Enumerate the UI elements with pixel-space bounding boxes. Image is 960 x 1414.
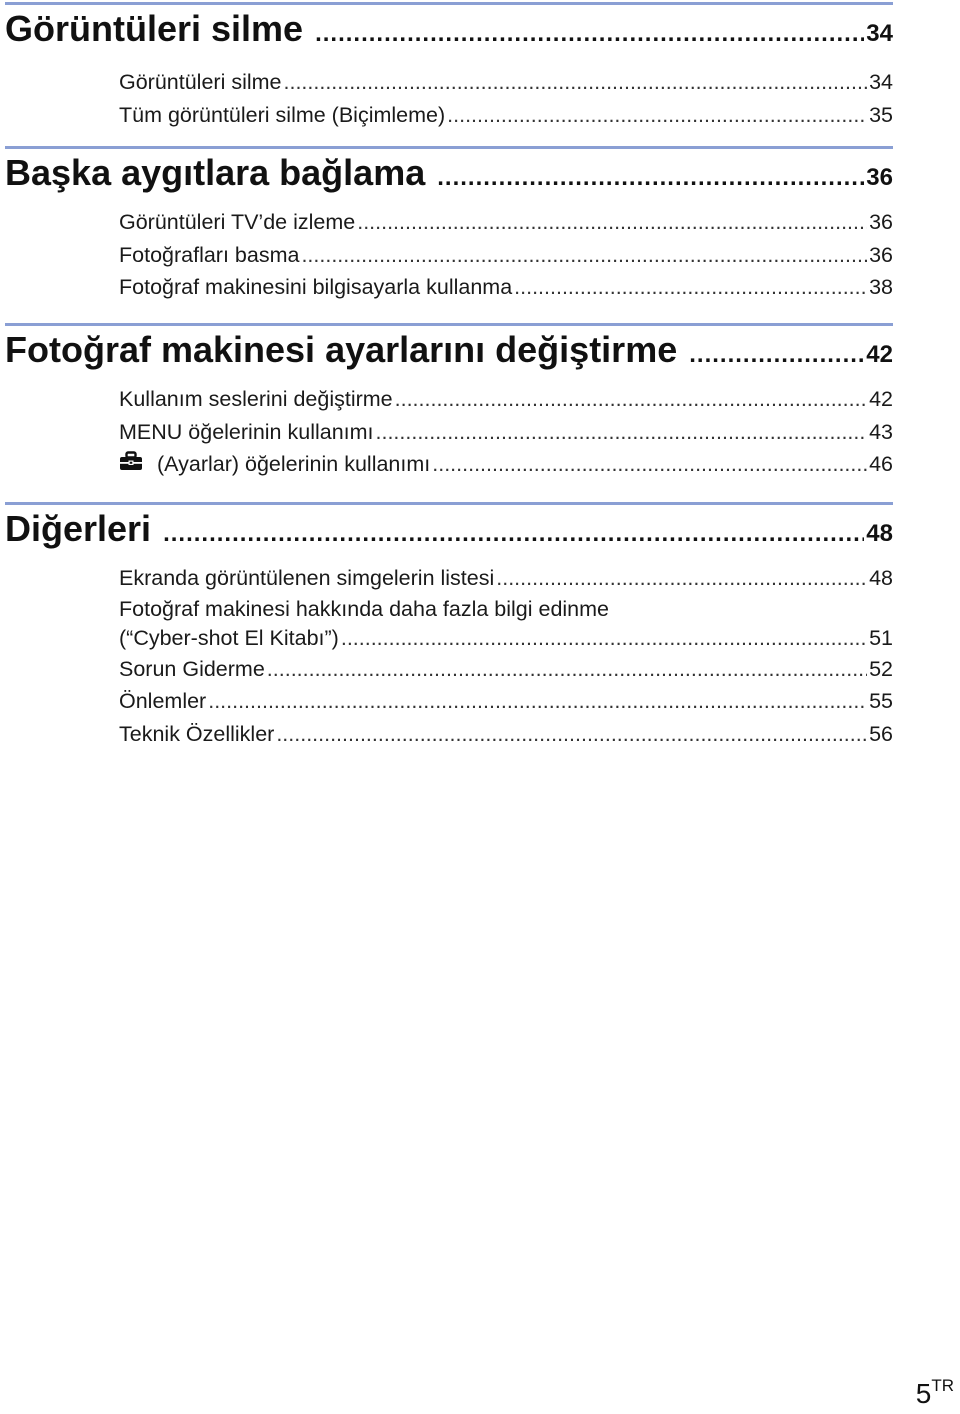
- dot-leader: [267, 653, 867, 686]
- dot-leader: [276, 718, 867, 751]
- section-page: 34: [866, 20, 893, 47]
- entry-label: Tüm görüntüleri silme (Biçimleme): [119, 102, 446, 127]
- dot-leader: [689, 333, 864, 377]
- entry-label: MENU öğelerinin kullanımı: [119, 419, 374, 444]
- dot-leader: [357, 206, 867, 239]
- dot-leader: [284, 66, 868, 99]
- entry-page: 34: [869, 70, 893, 94]
- entry-page: 43: [869, 419, 893, 444]
- page-number-suffix: TR: [931, 1376, 954, 1395]
- section-page: 48: [866, 520, 893, 547]
- section-items: [119, 206, 893, 304]
- entry-label: Görüntüleri silme: [119, 70, 282, 94]
- toc-entry[interactable]: [119, 383, 893, 416]
- dot-leader: [447, 99, 867, 132]
- toc-entry[interactable]: [119, 99, 893, 132]
- toolbox-icon: [119, 448, 143, 468]
- toc-entry[interactable]: [119, 685, 893, 718]
- section-heading[interactable]: [5, 151, 893, 200]
- entry-page: 51: [869, 625, 893, 650]
- toc-entry[interactable]: [119, 595, 893, 653]
- toc-section-camera-settings: [5, 323, 893, 481]
- section-heading[interactable]: [5, 7, 893, 56]
- dot-leader: [341, 623, 867, 653]
- entry-label-line1: Fotoğraf makinesi hakkında daha fazla bilgi edinme: [119, 596, 610, 621]
- section-title: Diğerleri: [5, 508, 152, 549]
- dot-leader: [514, 271, 867, 304]
- dot-leader: [395, 383, 867, 416]
- page-number-value: 5: [915, 1378, 932, 1409]
- section-rule: [5, 2, 893, 5]
- section-rule: [5, 146, 893, 149]
- section-heading[interactable]: [5, 328, 893, 377]
- toc-entry[interactable]: [119, 416, 893, 449]
- section-items: [119, 66, 893, 131]
- entry-label: Kullanım seslerini değiştirme: [119, 387, 393, 411]
- entry-page: 52: [869, 656, 893, 681]
- entry-page: 35: [869, 102, 893, 127]
- section-page: 36: [866, 164, 893, 191]
- section-items: [119, 562, 893, 750]
- dot-leader: [163, 512, 864, 556]
- entry-page: 56: [869, 721, 893, 746]
- entry-label: Fotoğrafları basma: [119, 242, 300, 267]
- entry-page: 46: [869, 452, 893, 476]
- section-rule: [5, 323, 893, 326]
- entry-label: Fotoğraf makinesini bilgisayarla kullanma: [119, 275, 513, 299]
- entry-label: Ekranda görüntülenen simgelerin listesi: [119, 566, 495, 590]
- entry-label: (“Cyber-shot El Kitabı”): [119, 625, 339, 650]
- entry-page: 55: [869, 689, 893, 713]
- toc-entry[interactable]: [119, 206, 893, 239]
- section-heading[interactable]: [5, 507, 893, 556]
- dot-leader: [376, 416, 868, 449]
- dot-leader: [437, 156, 864, 200]
- page-number: [916, 1376, 954, 1410]
- toc-section-deleting-images: [5, 2, 893, 131]
- toc-entry[interactable]: [119, 653, 893, 686]
- entry-label: Teknik Özellikler: [119, 721, 275, 746]
- entry-page: 38: [869, 275, 893, 299]
- toc-entry[interactable]: [119, 562, 893, 595]
- section-title: Başka aygıtlara bağlama: [5, 152, 426, 193]
- entry-label: Sorun Giderme: [119, 656, 265, 681]
- toc-entry[interactable]: [119, 239, 893, 272]
- dot-leader: [432, 448, 867, 481]
- entry-page: 36: [869, 242, 893, 267]
- dot-leader: [496, 562, 867, 595]
- section-title: Görüntüleri silme: [5, 8, 304, 49]
- dot-leader: [315, 12, 864, 56]
- toc-entry[interactable]: [119, 271, 893, 304]
- entry-page: 36: [869, 210, 893, 234]
- section-page: 42: [866, 341, 893, 368]
- dot-leader: [301, 239, 867, 272]
- toc-entry[interactable]: [119, 718, 893, 751]
- entry-line2: [119, 623, 893, 653]
- toc-section-connecting-devices: [5, 146, 893, 304]
- toc-entry[interactable]: [119, 448, 893, 481]
- entry-label: Önlemler: [119, 689, 207, 713]
- entry-label: Görüntüleri TV’de izleme: [119, 210, 356, 234]
- entry-page: 48: [869, 566, 893, 590]
- section-title: Fotoğraf makinesi ayarlarını değiştirme: [5, 329, 678, 370]
- dot-leader: [208, 685, 867, 718]
- entry-page: 42: [869, 387, 893, 411]
- entry-label: (Ayarlar) öğelerinin kullanımı: [157, 452, 431, 476]
- section-items: [119, 383, 893, 481]
- toc-section-others: [5, 502, 893, 750]
- toc-entry[interactable]: [119, 66, 893, 99]
- section-rule: [5, 502, 893, 505]
